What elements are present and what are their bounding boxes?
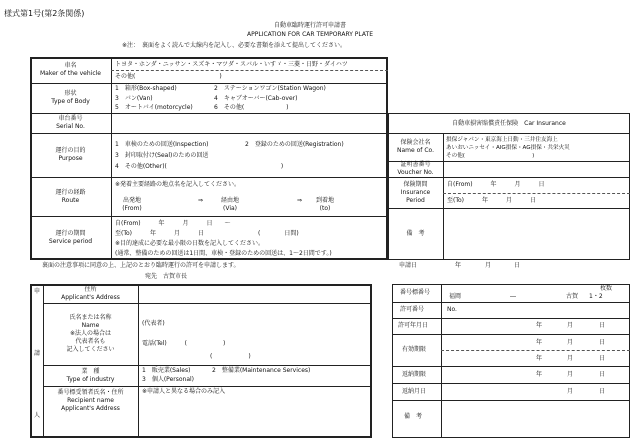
insurance-company-list-2[interactable]: あいおいニッセイ・AIG損保・AG損保・共栄火災 (446, 145, 570, 151)
valid-until-label: 有効期限 (402, 346, 427, 353)
applicant-address-label: 住所 Applicant's Address (61, 285, 120, 301)
application-date-day: 日 (514, 262, 521, 269)
insurance-company-list-1[interactable]: 損保ジャパン・東京海上日動・三井住友海上 (446, 137, 558, 143)
insurance-header: 自動車損害賠償責任保険 Car Insurance (452, 120, 566, 127)
valid-until-month: 月 (567, 339, 574, 346)
return-due-year: 年 (536, 371, 543, 378)
insurance-company-label: 保険会社名 Name of Co. (397, 139, 434, 154)
insurance-remarks-label: 備 考 (406, 230, 425, 237)
permit-date-month: 月 (567, 322, 574, 329)
applicant-address-field[interactable] (139, 285, 371, 302)
recipient-label: 番号標受領者氏名・住所 Recipient name Applicant's Address (57, 389, 124, 412)
serial-number-label: 車台番号 Serial No. (56, 115, 85, 130)
applicant-side-label-3: 人 (34, 412, 41, 419)
industry-label: 業 種 Type of industry (66, 367, 115, 383)
vehicle-maker-other[interactable]: その他( ) (115, 73, 222, 80)
period-from[interactable]: 自(From) 年 月 日 〜 (115, 220, 231, 227)
application-date-month: 月 (485, 262, 492, 269)
plate-dash: ― (510, 293, 516, 300)
purpose-option-inspection[interactable]: 1 車検のための回送(Inspection) (115, 141, 209, 148)
route-via-label: 経由地 (Via) (220, 197, 239, 212)
insurance-company-other[interactable]: その他( ) (446, 153, 535, 159)
form-title-ja: 自動車臨時運行許可申請書 (273, 22, 346, 29)
route-from-label: 出発地 (From) (122, 197, 142, 212)
route-arrow-1: ⇒ (198, 197, 204, 204)
valid-until-day: 日 (599, 339, 606, 346)
office-frame (392, 284, 630, 438)
industry-option-personal[interactable]: 3 個人(Personal) (142, 376, 195, 383)
permit-date-year: 年 (536, 322, 543, 329)
form-notice: ※注： 裏面をよく読んで太線内を記入し、必要な書類を添えて提出してください。 (122, 42, 347, 49)
valid-until-day-2: 日 (599, 355, 606, 362)
insurance-period-from[interactable]: 自(From) 年 月 日 (447, 181, 545, 188)
body-option-cabover[interactable]: 4 キャブオーバー(Cab-over) (214, 95, 298, 102)
route-instruction: ※発着主要経路の地点名を記入してください。 (115, 181, 241, 188)
plate-prefix: 福岡 (449, 293, 462, 300)
vehicle-makers[interactable]: トヨタ・ホンダ・ニッサン・スズキ・マツダ・スバル・いすゞ・三菱・日野・ダイハツ (115, 61, 348, 68)
purpose-option-registration[interactable]: 2 登録のための回送(Registration) (245, 141, 344, 148)
body-type-label: 形状 Type of Body (51, 90, 90, 105)
plate-city: 古賀 (566, 293, 579, 300)
permit-number-value[interactable]: No. (447, 306, 457, 313)
route-to-label: 到着地 (to) (315, 197, 334, 212)
insurance-period-label: 保険期間 Insurance Period (400, 180, 431, 204)
applicant-phone-2[interactable]: ( ) (210, 353, 251, 360)
applicant-side-label-2: 請 (34, 350, 41, 357)
return-date-month: 月 (567, 388, 574, 395)
return-due-month: 月 (567, 371, 574, 378)
form-title-en: APPLICATION FOR CAR TEMPORARY PLATE (246, 31, 373, 38)
purpose-option-other[interactable]: 4 その他(Other)( ) (115, 163, 284, 170)
return-due-day: 日 (599, 371, 606, 378)
period-label: 運行の期間 Service period (48, 230, 93, 245)
body-option-motorcycle[interactable]: 5 オートバイ(motorcycle) (115, 104, 193, 111)
recipient-note: ※申請人と異なる場合のみ記入 (142, 388, 226, 395)
body-option-box[interactable]: 1 箱形(Box-shaped) (115, 85, 177, 92)
valid-until-year-2: 年 (536, 355, 543, 362)
body-option-wagon[interactable]: 2 ステーションワゴン(Station Wagon) (214, 85, 326, 92)
period-to[interactable]: 至(To) 年 月 日 ( 日間) (115, 230, 299, 237)
return-due-label: 返納期限 (402, 371, 427, 378)
applicant-side-label-1: 申 (34, 288, 41, 295)
insurance-period-to[interactable]: 至(To) 年 月 日 (447, 197, 536, 204)
purpose-option-seal[interactable]: 3 封印取付け(Seal)のための回送 (115, 152, 209, 159)
application-date-year: 年 (455, 262, 462, 269)
office-remarks-label: 備 考 (404, 413, 423, 420)
declaration-text: 裏面の注意事項に同意の上、上記のとおり臨時運行の許可を申請します。 (42, 262, 240, 269)
permit-number-label: 許可番号 (400, 306, 425, 313)
vehicle-name-label: 車名 Maker of the vehicle (40, 62, 101, 77)
period-note-2: (通常、整備のための回送は1日間、車検・登録のための回送は、1〜2日間です。) (115, 250, 332, 257)
voucher-number-label: 証明書番号 Voucher No. (397, 161, 434, 176)
return-date-day: 日 (599, 388, 606, 395)
industry-option-maintenance[interactable]: 2 整備業(Maintenance Services) (212, 367, 311, 374)
application-date-label: 申請日 (399, 262, 418, 269)
route-label: 運行の経路 Route (55, 188, 86, 204)
addressee: 宛先 古賀市長 (145, 273, 188, 280)
body-option-other[interactable]: 6 その他( ) (214, 104, 289, 111)
valid-until-year: 年 (536, 339, 543, 346)
body-option-van[interactable]: 3 バン(Van) (115, 95, 153, 102)
permit-date-label: 許可年月日 (398, 322, 429, 329)
plate-count-label: 枚数 (600, 285, 613, 292)
purpose-label: 運行の目的 Purpose (55, 147, 86, 162)
permit-date-day: 日 (599, 322, 606, 329)
return-date-label: 返納月日 (402, 388, 427, 395)
applicant-phone[interactable]: 電話(Tel) ( ) (142, 340, 226, 347)
plate-number-label: 番号標番号 (400, 289, 431, 296)
plate-count[interactable]: 1・2 (589, 293, 603, 300)
route-arrow-2: ⇒ (297, 197, 303, 204)
period-note-1: ※目的達成に必要な最小限の日数を記入してください。 (115, 240, 265, 247)
valid-until-month-2: 月 (567, 355, 574, 362)
form-number: 様式第1号(第2条関係) (4, 9, 85, 18)
serial-number-field[interactable] (112, 114, 387, 132)
industry-option-sales[interactable]: 1 販売業(Sales) (142, 367, 191, 374)
applicant-name-label: 氏名または名称 Name ※法人の場合は 代表者名も 記入してください (66, 314, 115, 353)
applicant-representative[interactable]: (代表者) (142, 320, 165, 327)
